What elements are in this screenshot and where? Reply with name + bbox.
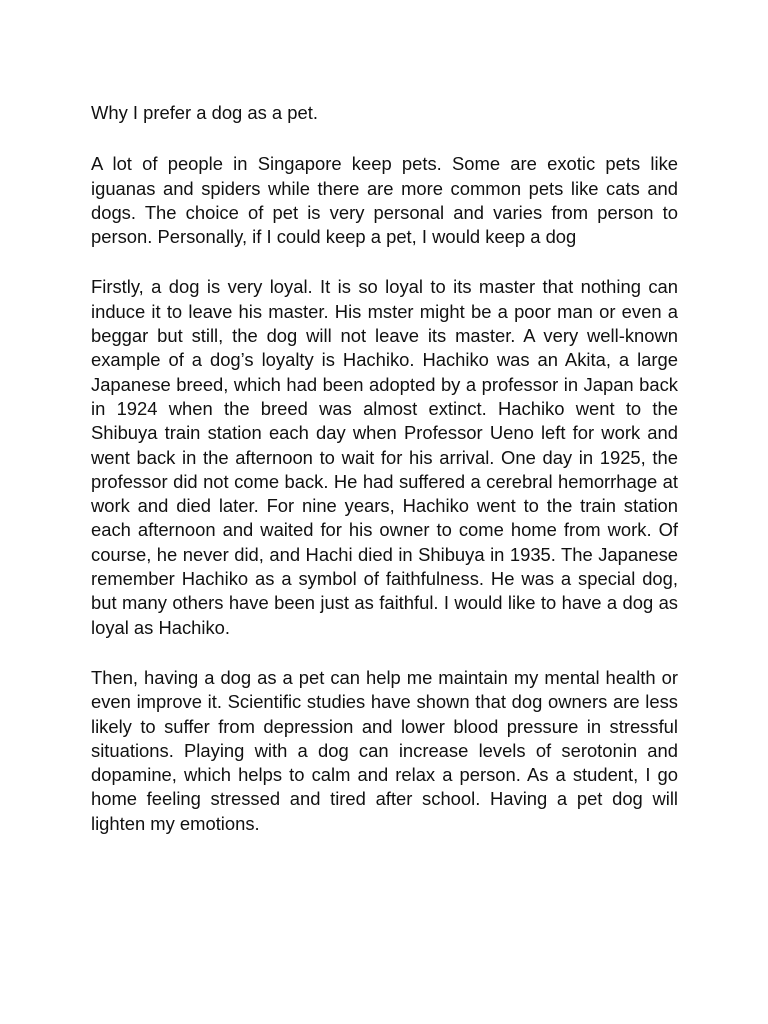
essay-title: Why I prefer a dog as a pet. (91, 102, 318, 123)
paragraph-loyalty: Firstly, a dog is very loyal. It is so loyal to its master that nothing can induce it to leave his master. His mster might be a poor man or even a beggar but still, the dog will not leave its master. A very well-known example of a dog’s loyalty is Hachiko. Hachiko was an Akita, a large Japanese breed, which had been adopted by a professor in Japan back in 1924 when the breed was almost extinct. Hachiko went to the Shibuya train station each day when Professor Ueno left for work and went back in the afternoon to wait for his arrival. One day in 1925, the professor did not come back. He had suffered a cerebral hemorrhage at work and died later. For nine years, Hachiko went to the train station each afternoon and waited for his owner to come home from work. Of course, he never did, and Hachi died in Shibuya in 1935. The Japanese remember Hachiko as a symbol of faithfulness. He was a special dog, but many others have been just as faithful. I would like to have a dog as loyal as Hachiko. (91, 276, 678, 638)
paragraph-intro: A lot of people in Singapore keep pets. Some are exotic pets like iguanas and spiders while there are more common pets like cats and dogs. The choice of pet is very personal and varies from person to person. Personally, if I could keep a pet, I would keep a dog (91, 153, 678, 248)
paragraph-mental-health: Then, having a dog as a pet can help me maintain my mental health or even improve it. Scientific studies have shown that dog owners are less likely to suffer from depression and lower blood pressure in stressful situations. Playing with a dog can increase levels of serotonin and dopamine, which helps to calm and relax a person. As a student, I go home feeling stressed and tired after school. Having a pet dog will lighten my emotions. (91, 666, 678, 834)
